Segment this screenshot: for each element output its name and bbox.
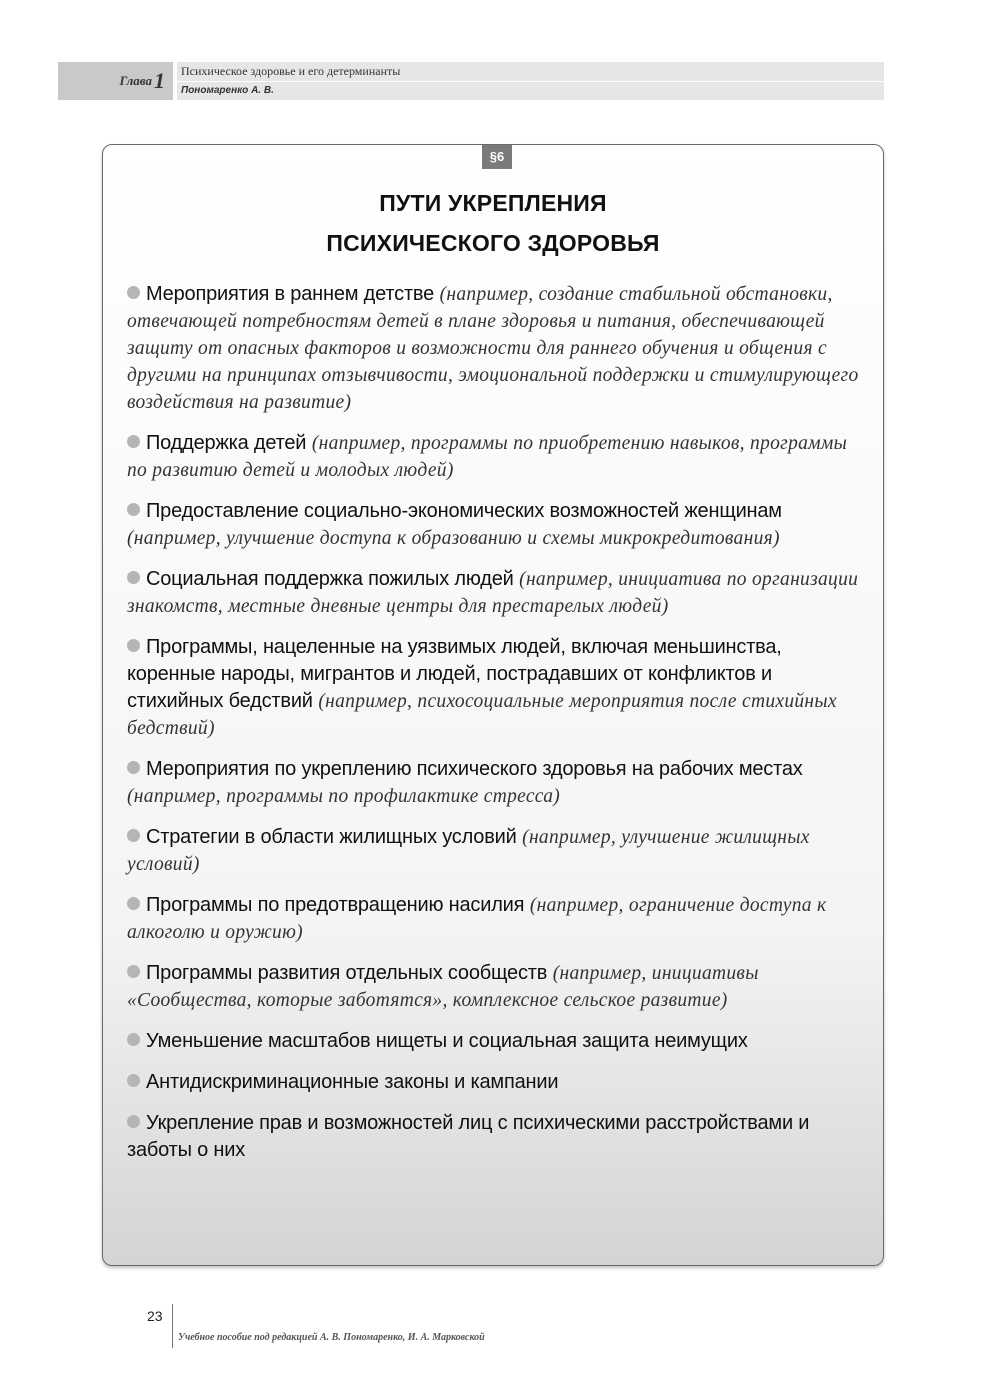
bullet-icon bbox=[127, 965, 140, 978]
page-number: 23 bbox=[147, 1308, 163, 1324]
list-item bbox=[127, 892, 863, 946]
chapter-title: Психическое здоровье и его детерминанты bbox=[177, 62, 884, 81]
section-box bbox=[102, 144, 884, 1266]
list-item bbox=[127, 756, 863, 810]
header-info bbox=[177, 62, 884, 100]
bullet-icon bbox=[127, 761, 140, 774]
chapter-author: Пономаренко А. В. bbox=[177, 82, 884, 100]
list-item bbox=[127, 1028, 863, 1055]
item-note: (например, создание стабильной обстановки, отвечающей потребностям детей в плане здоровья и питания, обеспечивающей защиту от опасных факторов и возможности для раннего обучения и общения с другими на принципах отзывчивости, эмоциональной поддержки и стимулирующего воздействия на развитие) bbox=[127, 284, 859, 413]
bullet-icon bbox=[127, 829, 140, 842]
bullet-icon bbox=[127, 571, 140, 584]
item-text: Программы по предотвращению насилия bbox=[146, 894, 525, 916]
item-text: Предоставление социально-экономических возможностей женщинам bbox=[146, 500, 782, 522]
list-item bbox=[127, 498, 863, 552]
list-item bbox=[127, 634, 863, 742]
item-text: Мероприятия по укреплению психического здоровья на рабочих местах bbox=[146, 758, 803, 780]
section-badge: §6 bbox=[482, 145, 512, 169]
chapter-label bbox=[58, 62, 173, 100]
item-note: (например, программы по профилактике стресса) bbox=[127, 786, 561, 807]
item-note: (например, психосоциальные мероприятия после стихийных бедствий) bbox=[127, 691, 837, 739]
measures-list bbox=[127, 281, 863, 1178]
chapter-word: Глава bbox=[119, 73, 152, 88]
bullet-icon bbox=[127, 503, 140, 516]
list-item bbox=[127, 281, 863, 416]
item-text: Уменьшение масштабов нищеты и социальная защита неимущих bbox=[146, 1030, 748, 1052]
item-note: (например, улучшение жилищных условий) bbox=[127, 827, 810, 875]
item-text: Программы развития отдельных сообществ bbox=[146, 962, 548, 984]
item-note: (например, улучшение доступа к образованию и схемы микрокредитования) bbox=[127, 528, 780, 549]
title-line-2: ПСИХИЧЕСКОГО ЗДОРОВЬЯ bbox=[326, 230, 660, 256]
bullet-icon bbox=[127, 1033, 140, 1046]
list-item bbox=[127, 1069, 863, 1096]
list-item bbox=[127, 960, 863, 1014]
item-note: (например, ограничение доступа к алкоголю и оружию) bbox=[127, 895, 827, 943]
list-item bbox=[127, 566, 863, 620]
item-note: (например, инициатива по организации знакомств, местные дневные центры для престарелых людей) bbox=[127, 569, 859, 617]
chapter-number: 1 bbox=[154, 68, 165, 93]
item-text: Антидискриминационные законы и кампании bbox=[146, 1071, 559, 1093]
section-title bbox=[103, 183, 883, 263]
item-note: (например, инициативы «Сообщества, которые заботятся», комплексное сельское развитие) bbox=[127, 963, 759, 1011]
title-line-1: ПУТИ УКРЕПЛЕНИЯ bbox=[379, 190, 607, 216]
bullet-icon bbox=[127, 1074, 140, 1087]
bullet-icon bbox=[127, 1115, 140, 1128]
footer-divider bbox=[172, 1304, 173, 1348]
list-item bbox=[127, 824, 863, 878]
item-text: Социальная поддержка пожилых людей bbox=[146, 568, 514, 590]
bullet-icon bbox=[127, 435, 140, 448]
bullet-icon bbox=[127, 286, 140, 299]
item-text: Мероприятия в раннем детстве bbox=[146, 283, 435, 305]
item-text: Стратегии в области жилищных условий bbox=[146, 826, 517, 848]
list-item bbox=[127, 430, 863, 484]
item-text: Укрепление прав и возможностей лиц с психическими расстройствами и заботы о них bbox=[127, 1112, 810, 1161]
item-text: Поддержка детей bbox=[146, 432, 307, 454]
bullet-icon bbox=[127, 897, 140, 910]
footer-credit: Учебное пособие под редакцией А. В. Пономаренко, И. А. Марковской bbox=[178, 1332, 485, 1343]
item-note: (например, программы по приобретению навыков, программы по развитию детей и молодых людей) bbox=[127, 433, 848, 481]
item-text: Программы, нацеленные на уязвимых людей, включая меньшинства, коренные народы, мигрантов и людей, пострадавших от конфликтов и стихийных бедствий bbox=[127, 636, 782, 712]
bullet-icon bbox=[127, 639, 140, 652]
list-item bbox=[127, 1110, 863, 1164]
running-header bbox=[58, 62, 884, 100]
